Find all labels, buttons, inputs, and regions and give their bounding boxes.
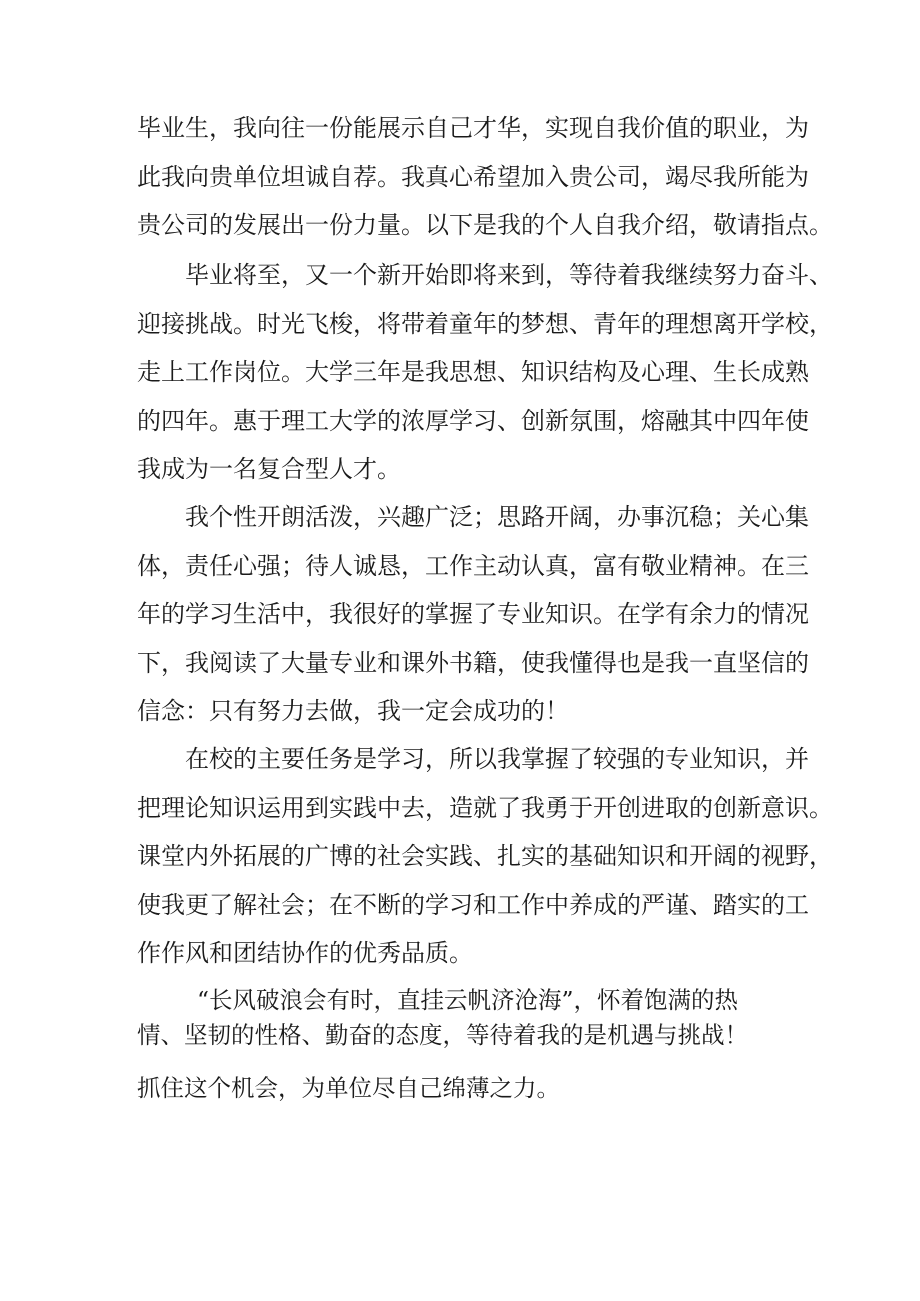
paragraph-line: 我成为一名复合型人才。 <box>137 455 401 483</box>
paragraph-line: 我个性开朗活泼，兴趣广泛；思路开阔，办事沉稳；关心集 <box>185 503 809 531</box>
paragraph-line: 走上工作岗位。大学三年是我思想、知识结构及心理、生长成熟 <box>137 358 809 386</box>
paragraph-line: 迎接挑战。时光飞梭，将带着童年的梦想、青年的理想离开学校， <box>137 309 833 338</box>
paragraph-line: 下，我阅读了大量专业和课外书籍，使我懂得也是我一直坚信的 <box>137 648 809 677</box>
paragraph-4 <box>137 735 833 978</box>
paragraph-2 <box>137 251 833 494</box>
paragraph-line: 在校的主要任务是学习，所以我掌握了较强的专业知识，并 <box>185 745 809 773</box>
paragraph-line: 使我更了解社会；在不断的学习和工作中养成的严谨、踏实的工 <box>137 890 809 919</box>
paragraph-line: 把理论知识运用到实践中去，造就了我勇于开创进取的创新意识。 <box>137 793 833 822</box>
paragraph-line: 抓住这个机会，为单位尽自己绵薄之力。 <box>137 1074 560 1102</box>
paragraph-6 <box>137 1068 797 1108</box>
paragraph-line: 信念：只有努力去做，我一定会成功的！ <box>137 697 569 725</box>
paragraph-line: “长风破浪会有时，直挂云帆济沧海”，怀着饱满的热 <box>197 986 739 1014</box>
paragraph-3 <box>137 493 809 736</box>
paragraph-1 <box>137 104 833 250</box>
paragraph-line: 毕业将至，又一个新开始即将来到，等待着我继续努力奋斗、 <box>185 261 833 289</box>
paragraph-5 <box>137 983 797 1053</box>
paragraph-line: 此我向贵单位坦诚自荐。我真心希望加入贵公司，竭尽我所能为 <box>137 162 809 191</box>
paragraph-line: 毕业生，我向往一份能展示自己才华，实现自我价值的职业，为 <box>137 114 809 142</box>
paragraph-line: 的四年。惠于理工大学的浓厚学习、创新氛围，熔融其中四年使 <box>137 406 809 435</box>
paragraph-line: 作作风和团结协作的优秀品质。 <box>137 939 473 967</box>
paragraph-line: 年的学习生活中，我很好的掌握了专业知识。在学有余力的情况 <box>137 600 809 628</box>
paragraph-line: 体，责任心强；待人诚恳，工作主动认真，富有敬业精神。在三 <box>137 551 809 580</box>
paragraph-line: 课堂内外拓展的广博的社会实践、扎实的基础知识和开阔的视野， <box>137 842 833 870</box>
paragraph-line: 贵公司的发展出一份力量。以下是我的个人自我介绍，敬请指点。 <box>137 211 833 239</box>
paragraph-line: 情、坚韧的性格、勤奋的态度，等待着我的是机遇与挑战！ <box>137 1021 748 1049</box>
